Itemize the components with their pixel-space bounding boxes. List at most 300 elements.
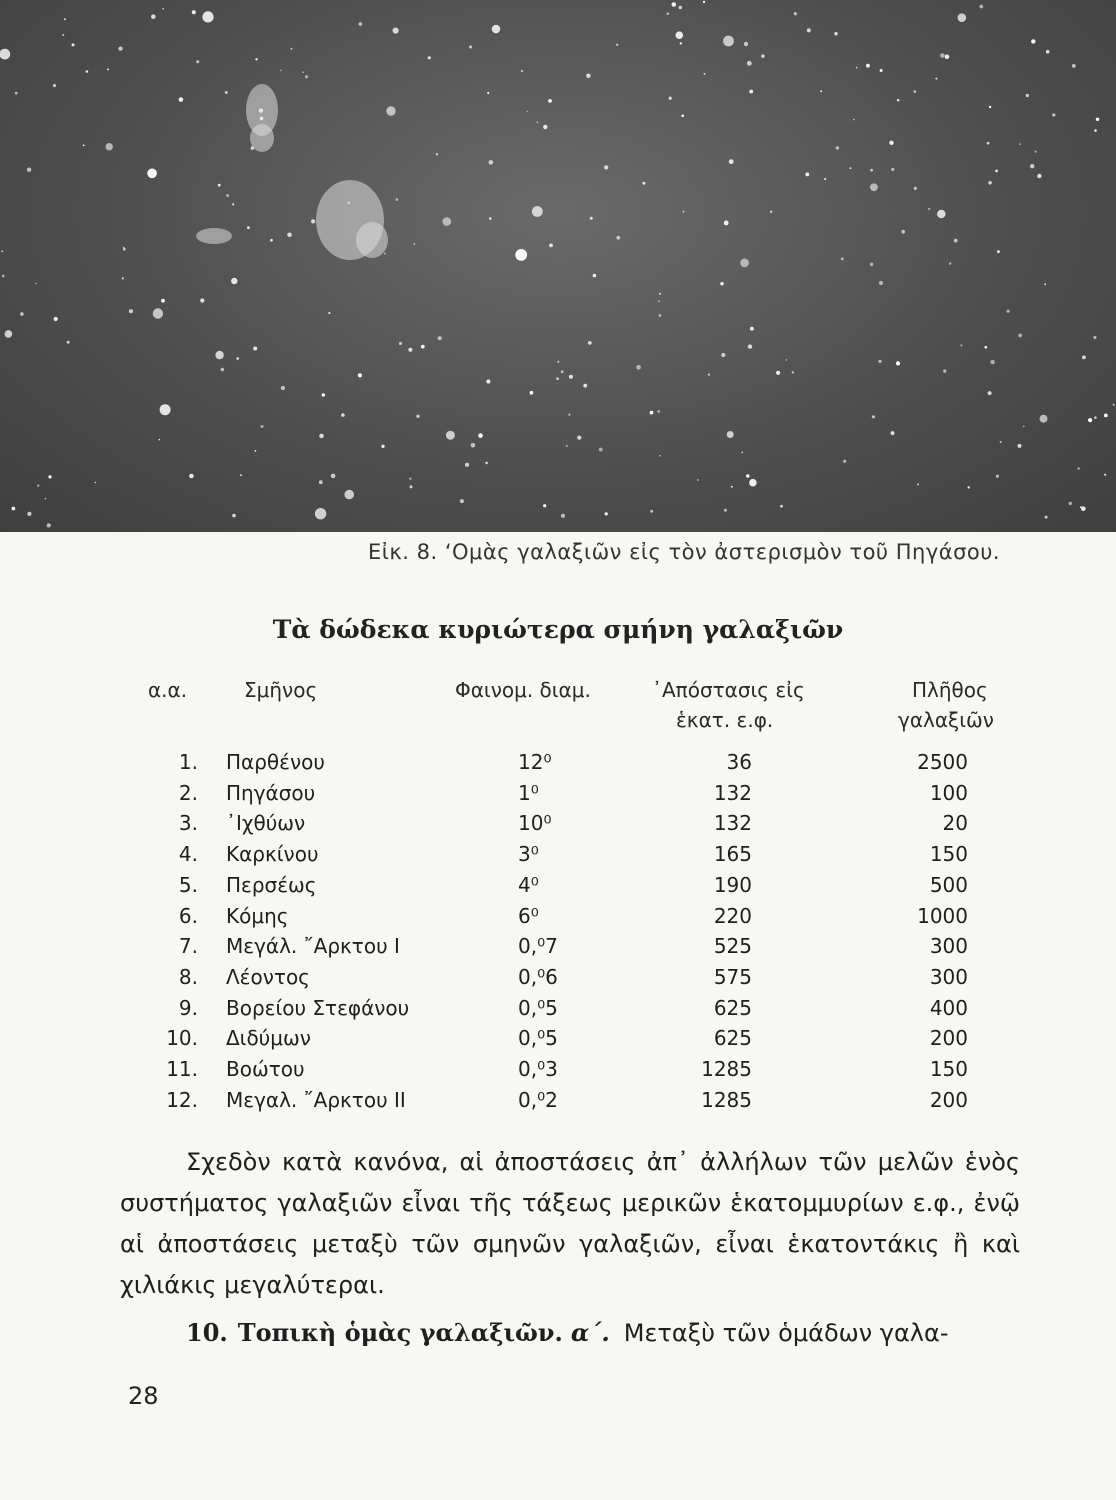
star <box>1007 310 1010 313</box>
cell-count: 200 <box>929 1087 968 1112</box>
star <box>218 184 221 187</box>
star <box>20 312 23 315</box>
star <box>315 508 326 519</box>
star <box>107 68 109 70</box>
cell-distance: 625 <box>713 995 752 1020</box>
galaxy-blob <box>250 124 274 152</box>
star <box>153 308 163 318</box>
star <box>72 43 75 46</box>
star <box>232 203 234 205</box>
star <box>2 275 5 278</box>
star <box>543 125 547 129</box>
star <box>64 18 66 20</box>
star <box>532 206 543 217</box>
star <box>749 479 757 487</box>
star <box>557 361 559 363</box>
cell-count: 500 <box>929 872 968 897</box>
star <box>896 361 900 365</box>
star <box>583 384 587 388</box>
star <box>586 74 590 78</box>
cell-distance: 525 <box>713 934 752 959</box>
cell-count: 400 <box>929 995 968 1020</box>
cell-diameter: 4⁰ <box>518 872 539 897</box>
star <box>878 360 881 363</box>
star <box>729 159 734 164</box>
star <box>261 425 264 428</box>
star <box>240 474 242 476</box>
star <box>1096 118 1099 121</box>
star <box>302 71 304 73</box>
starfield <box>0 0 1116 532</box>
section-text: Μεταξὺ τῶν ὁμάδων γαλα- <box>623 1319 949 1347</box>
star <box>521 70 523 72</box>
cell-diameter: 0,⁰7 <box>518 934 558 959</box>
star <box>319 434 324 439</box>
star <box>616 44 618 46</box>
star <box>255 450 257 452</box>
star <box>577 436 581 440</box>
cell-name: ᾿Ιχθύων <box>226 811 306 836</box>
star <box>704 73 706 75</box>
star <box>381 445 384 448</box>
star <box>443 217 452 226</box>
star <box>253 347 257 351</box>
star <box>232 514 236 518</box>
cell-count: 300 <box>929 964 968 989</box>
star <box>1018 334 1022 338</box>
star <box>682 211 684 213</box>
star <box>37 485 39 487</box>
star <box>160 404 171 415</box>
star <box>588 341 592 345</box>
cell-name: Καρκίνου <box>226 842 319 867</box>
star <box>770 211 772 213</box>
star <box>659 314 662 317</box>
star <box>943 369 946 372</box>
cell-name: Περσέως <box>226 872 317 897</box>
star <box>409 478 411 480</box>
star <box>849 167 851 169</box>
star <box>45 498 47 500</box>
star <box>724 509 727 512</box>
star <box>47 523 51 527</box>
cell-diameter: 6⁰ <box>518 903 539 928</box>
star <box>872 415 875 418</box>
star <box>543 504 546 507</box>
cell-count: 20 <box>942 811 968 836</box>
star <box>226 194 229 197</box>
star <box>548 99 552 103</box>
star <box>1023 426 1025 428</box>
star <box>1088 418 1092 422</box>
star <box>200 298 204 302</box>
star <box>192 10 196 14</box>
star <box>1026 94 1029 97</box>
star <box>880 69 883 72</box>
star <box>680 42 682 44</box>
star <box>221 368 225 372</box>
cell-name: Διδύμων <box>226 1026 311 1051</box>
star <box>805 173 809 177</box>
star <box>987 142 990 145</box>
star <box>161 299 165 303</box>
star <box>889 141 893 145</box>
star <box>659 293 661 295</box>
cell-count: 200 <box>929 1026 968 1051</box>
cell-distance: 165 <box>713 842 752 867</box>
star <box>202 11 213 22</box>
star <box>1104 414 1108 418</box>
star <box>657 410 660 413</box>
cell-index: 8. <box>178 964 198 989</box>
star <box>291 48 293 50</box>
star <box>642 182 645 185</box>
star <box>749 90 753 94</box>
cell-index: 10. <box>166 1026 198 1051</box>
header-index: α.α. <box>148 678 188 702</box>
star <box>727 431 734 438</box>
star <box>747 61 752 66</box>
star <box>569 375 573 379</box>
header-distance-line1: ᾿Απόστασις εἰς <box>652 678 805 702</box>
star <box>901 230 905 234</box>
star <box>954 239 958 243</box>
cell-index: 3. <box>178 811 198 836</box>
star <box>561 514 565 518</box>
cell-diameter: 1⁰ <box>518 780 539 805</box>
star <box>604 165 608 169</box>
cell-index: 1. <box>178 750 198 774</box>
star <box>384 253 386 255</box>
body-paragraph <box>120 1142 1020 1306</box>
star <box>870 183 878 191</box>
star <box>866 64 870 68</box>
star <box>1082 356 1086 360</box>
star <box>997 250 1000 253</box>
cell-index: 4. <box>178 842 198 867</box>
star <box>979 5 983 9</box>
star <box>287 233 292 238</box>
star <box>776 371 780 375</box>
star <box>750 327 754 331</box>
star <box>676 31 684 39</box>
star <box>891 431 895 435</box>
star <box>410 485 413 488</box>
star <box>62 34 64 36</box>
star <box>486 380 490 384</box>
cell-count: 150 <box>929 1057 968 1081</box>
star <box>469 46 472 49</box>
star <box>106 143 113 150</box>
star <box>86 70 89 73</box>
cell-name: Λέοντος <box>226 964 310 989</box>
star <box>1094 129 1097 132</box>
star <box>928 208 930 210</box>
star <box>1044 283 1046 285</box>
star <box>879 281 883 285</box>
cell-count: 300 <box>929 934 968 959</box>
star <box>393 28 399 34</box>
star <box>593 274 597 278</box>
star <box>1078 467 1080 469</box>
cell-distance: 220 <box>713 903 752 928</box>
star <box>396 198 399 201</box>
star <box>27 168 31 172</box>
star <box>471 443 476 448</box>
star <box>870 169 873 172</box>
star <box>807 28 811 32</box>
star <box>189 474 194 479</box>
star <box>416 415 419 418</box>
star <box>359 22 363 26</box>
star <box>399 342 402 345</box>
star <box>27 512 31 516</box>
star <box>489 160 494 165</box>
star <box>731 486 733 488</box>
star <box>891 168 894 171</box>
star <box>236 357 239 360</box>
star <box>748 344 752 348</box>
star <box>724 221 729 226</box>
star <box>118 47 122 51</box>
star <box>856 67 858 69</box>
star <box>196 60 199 63</box>
star <box>658 300 660 302</box>
star <box>1031 39 1035 43</box>
star <box>428 56 431 59</box>
header-name: Σμῆνος <box>244 678 318 702</box>
star <box>650 510 653 513</box>
star <box>703 1 705 3</box>
star <box>460 499 464 503</box>
cell-name: Πηγάσου <box>226 780 316 805</box>
star <box>721 353 725 357</box>
star <box>270 239 273 242</box>
star <box>988 391 992 395</box>
star <box>1035 151 1037 153</box>
star <box>1030 164 1034 168</box>
star <box>556 377 559 380</box>
star <box>744 42 748 46</box>
galaxy-blob <box>196 228 232 244</box>
star <box>436 153 438 155</box>
star <box>1046 50 1050 54</box>
star <box>940 53 945 58</box>
star <box>489 217 491 219</box>
star <box>53 84 56 87</box>
star <box>1018 444 1022 448</box>
star <box>949 262 951 264</box>
cell-name: Κόμης <box>226 903 289 928</box>
star <box>129 309 133 313</box>
star <box>746 474 749 477</box>
cell-diameter: 0,⁰2 <box>518 1087 558 1112</box>
star <box>530 391 534 395</box>
star <box>960 344 962 346</box>
star <box>0 49 10 60</box>
figure-caption: Εἰκ. 8. ‘Ομὰς γαλαξιῶν εἰς τὸν ἀστερισμὸν τοῦ Πηγάσου. <box>368 540 1001 564</box>
galaxy-blob <box>356 222 388 258</box>
star <box>995 170 998 173</box>
star <box>421 345 425 349</box>
star <box>1072 64 1076 68</box>
star <box>328 312 330 314</box>
paragraph-text: Σχεδὸν κατὰ κανόνα, αἱ ἀποστάσεις ἀπ᾿ ἀλλήλων τῶν μελῶν ἑνὸς συστήματος γαλαξιῶν εἶναι τῆς τάξεως μερικῶν ἑκατομμυρίων ε.φ., ἐνῷ αἱ ἀποστάσεις μεταξὺ τῶν σμηνῶν γαλαξιῶν, εἶναι ἑκατοντάκις ἢ καὶ χιλιάκις μεγαλύτεραι. <box>120 1148 1020 1299</box>
header-count-line1: Πλῆθος <box>912 678 988 702</box>
cell-name: Παρθένου <box>226 750 325 774</box>
star <box>853 119 855 121</box>
star <box>841 257 844 260</box>
cell-index: 2. <box>178 780 198 805</box>
cell-diameter: 0,⁰3 <box>518 1057 558 1081</box>
star <box>1000 441 1002 443</box>
star <box>968 486 970 488</box>
section-title: Τοπικὴ ὁμὰς γαλαξιῶν. <box>237 1318 563 1347</box>
star <box>616 236 620 240</box>
star <box>914 187 917 190</box>
cell-index: 7. <box>178 934 198 959</box>
cell-distance: 36 <box>726 750 752 774</box>
star <box>358 373 362 377</box>
star <box>568 414 570 416</box>
star <box>792 371 794 373</box>
cell-index: 9. <box>178 995 198 1020</box>
star <box>311 219 315 223</box>
star <box>159 439 161 441</box>
star <box>122 277 124 279</box>
star <box>95 482 97 484</box>
star <box>1040 415 1048 423</box>
cell-diameter: 0,⁰5 <box>518 1026 558 1051</box>
star <box>162 8 164 10</box>
star <box>988 181 992 185</box>
star <box>650 411 654 415</box>
star <box>247 226 250 229</box>
star <box>408 348 412 352</box>
cell-index: 12. <box>166 1087 198 1112</box>
cell-diameter: 12⁰ <box>518 750 552 774</box>
star <box>413 243 415 245</box>
star <box>438 336 442 340</box>
star <box>1052 113 1055 116</box>
star <box>989 106 991 108</box>
star <box>897 99 899 101</box>
star <box>465 463 469 467</box>
star <box>215 351 223 359</box>
cell-count: 100 <box>929 780 968 805</box>
star <box>566 445 568 447</box>
star <box>487 92 489 94</box>
star <box>605 512 608 515</box>
cell-distance: 625 <box>713 1026 752 1051</box>
cell-diameter: 0,⁰5 <box>518 995 558 1020</box>
star <box>740 259 749 268</box>
table-title: Τὰ δώδεκα κυριώτερα σμήνη γαλαξιῶν <box>272 615 844 644</box>
star <box>935 78 937 80</box>
star <box>679 6 683 10</box>
star <box>537 122 539 124</box>
star <box>958 13 967 22</box>
cell-count: 1000 <box>917 903 968 928</box>
cell-distance: 1285 <box>701 1057 752 1081</box>
section-item: α΄. <box>570 1318 610 1347</box>
header-count-line2: γαλαξιῶν <box>898 708 994 732</box>
star <box>1019 143 1021 145</box>
star <box>179 97 184 102</box>
header-diameter: Φαινομ. διαμ. <box>455 678 591 702</box>
star <box>446 431 455 440</box>
star <box>786 359 788 361</box>
star <box>937 210 945 218</box>
star <box>123 247 125 249</box>
cell-distance: 190 <box>713 872 752 897</box>
star <box>341 413 345 417</box>
star <box>48 475 51 478</box>
section-number: 10. <box>186 1318 228 1347</box>
star <box>599 448 603 452</box>
cell-index: 5. <box>178 872 198 897</box>
cell-diameter: 0,⁰6 <box>518 964 558 989</box>
cell-diameter: 10⁰ <box>518 811 552 836</box>
star <box>281 386 285 390</box>
star <box>820 90 822 92</box>
star <box>1093 336 1096 339</box>
star <box>697 479 699 481</box>
star <box>225 91 228 94</box>
star <box>794 12 797 15</box>
cell-count: 150 <box>929 842 968 867</box>
star <box>280 70 282 72</box>
star <box>590 217 593 220</box>
star <box>344 490 354 500</box>
star <box>485 462 488 465</box>
star <box>527 111 529 113</box>
star <box>478 433 483 438</box>
star <box>231 278 237 284</box>
section-heading <box>186 1318 948 1347</box>
star <box>319 480 323 484</box>
cell-distance: 132 <box>713 811 752 836</box>
star <box>761 54 764 57</box>
star <box>870 263 873 266</box>
star <box>723 36 734 47</box>
star <box>151 14 156 19</box>
star <box>843 460 846 463</box>
star <box>836 146 839 149</box>
star <box>35 283 37 285</box>
star <box>12 507 16 511</box>
cell-name: Μεγαλ. ῎Αρκτου ΙΙ <box>226 1087 406 1112</box>
star <box>917 483 919 485</box>
star <box>54 317 58 321</box>
cell-count: 2500 <box>917 750 968 774</box>
cell-distance: 575 <box>713 964 752 989</box>
star <box>834 32 837 35</box>
cell-distance: 1285 <box>701 1087 752 1112</box>
star <box>1104 474 1106 476</box>
star <box>914 90 917 93</box>
star <box>985 346 988 349</box>
star <box>667 12 670 15</box>
header-distance-line2: ἑκατ. ε.φ. <box>676 708 774 732</box>
star <box>996 475 999 478</box>
star <box>1080 506 1082 508</box>
star <box>780 505 783 508</box>
star <box>824 178 826 180</box>
star <box>386 106 395 115</box>
star <box>672 2 677 7</box>
star <box>1037 174 1041 178</box>
